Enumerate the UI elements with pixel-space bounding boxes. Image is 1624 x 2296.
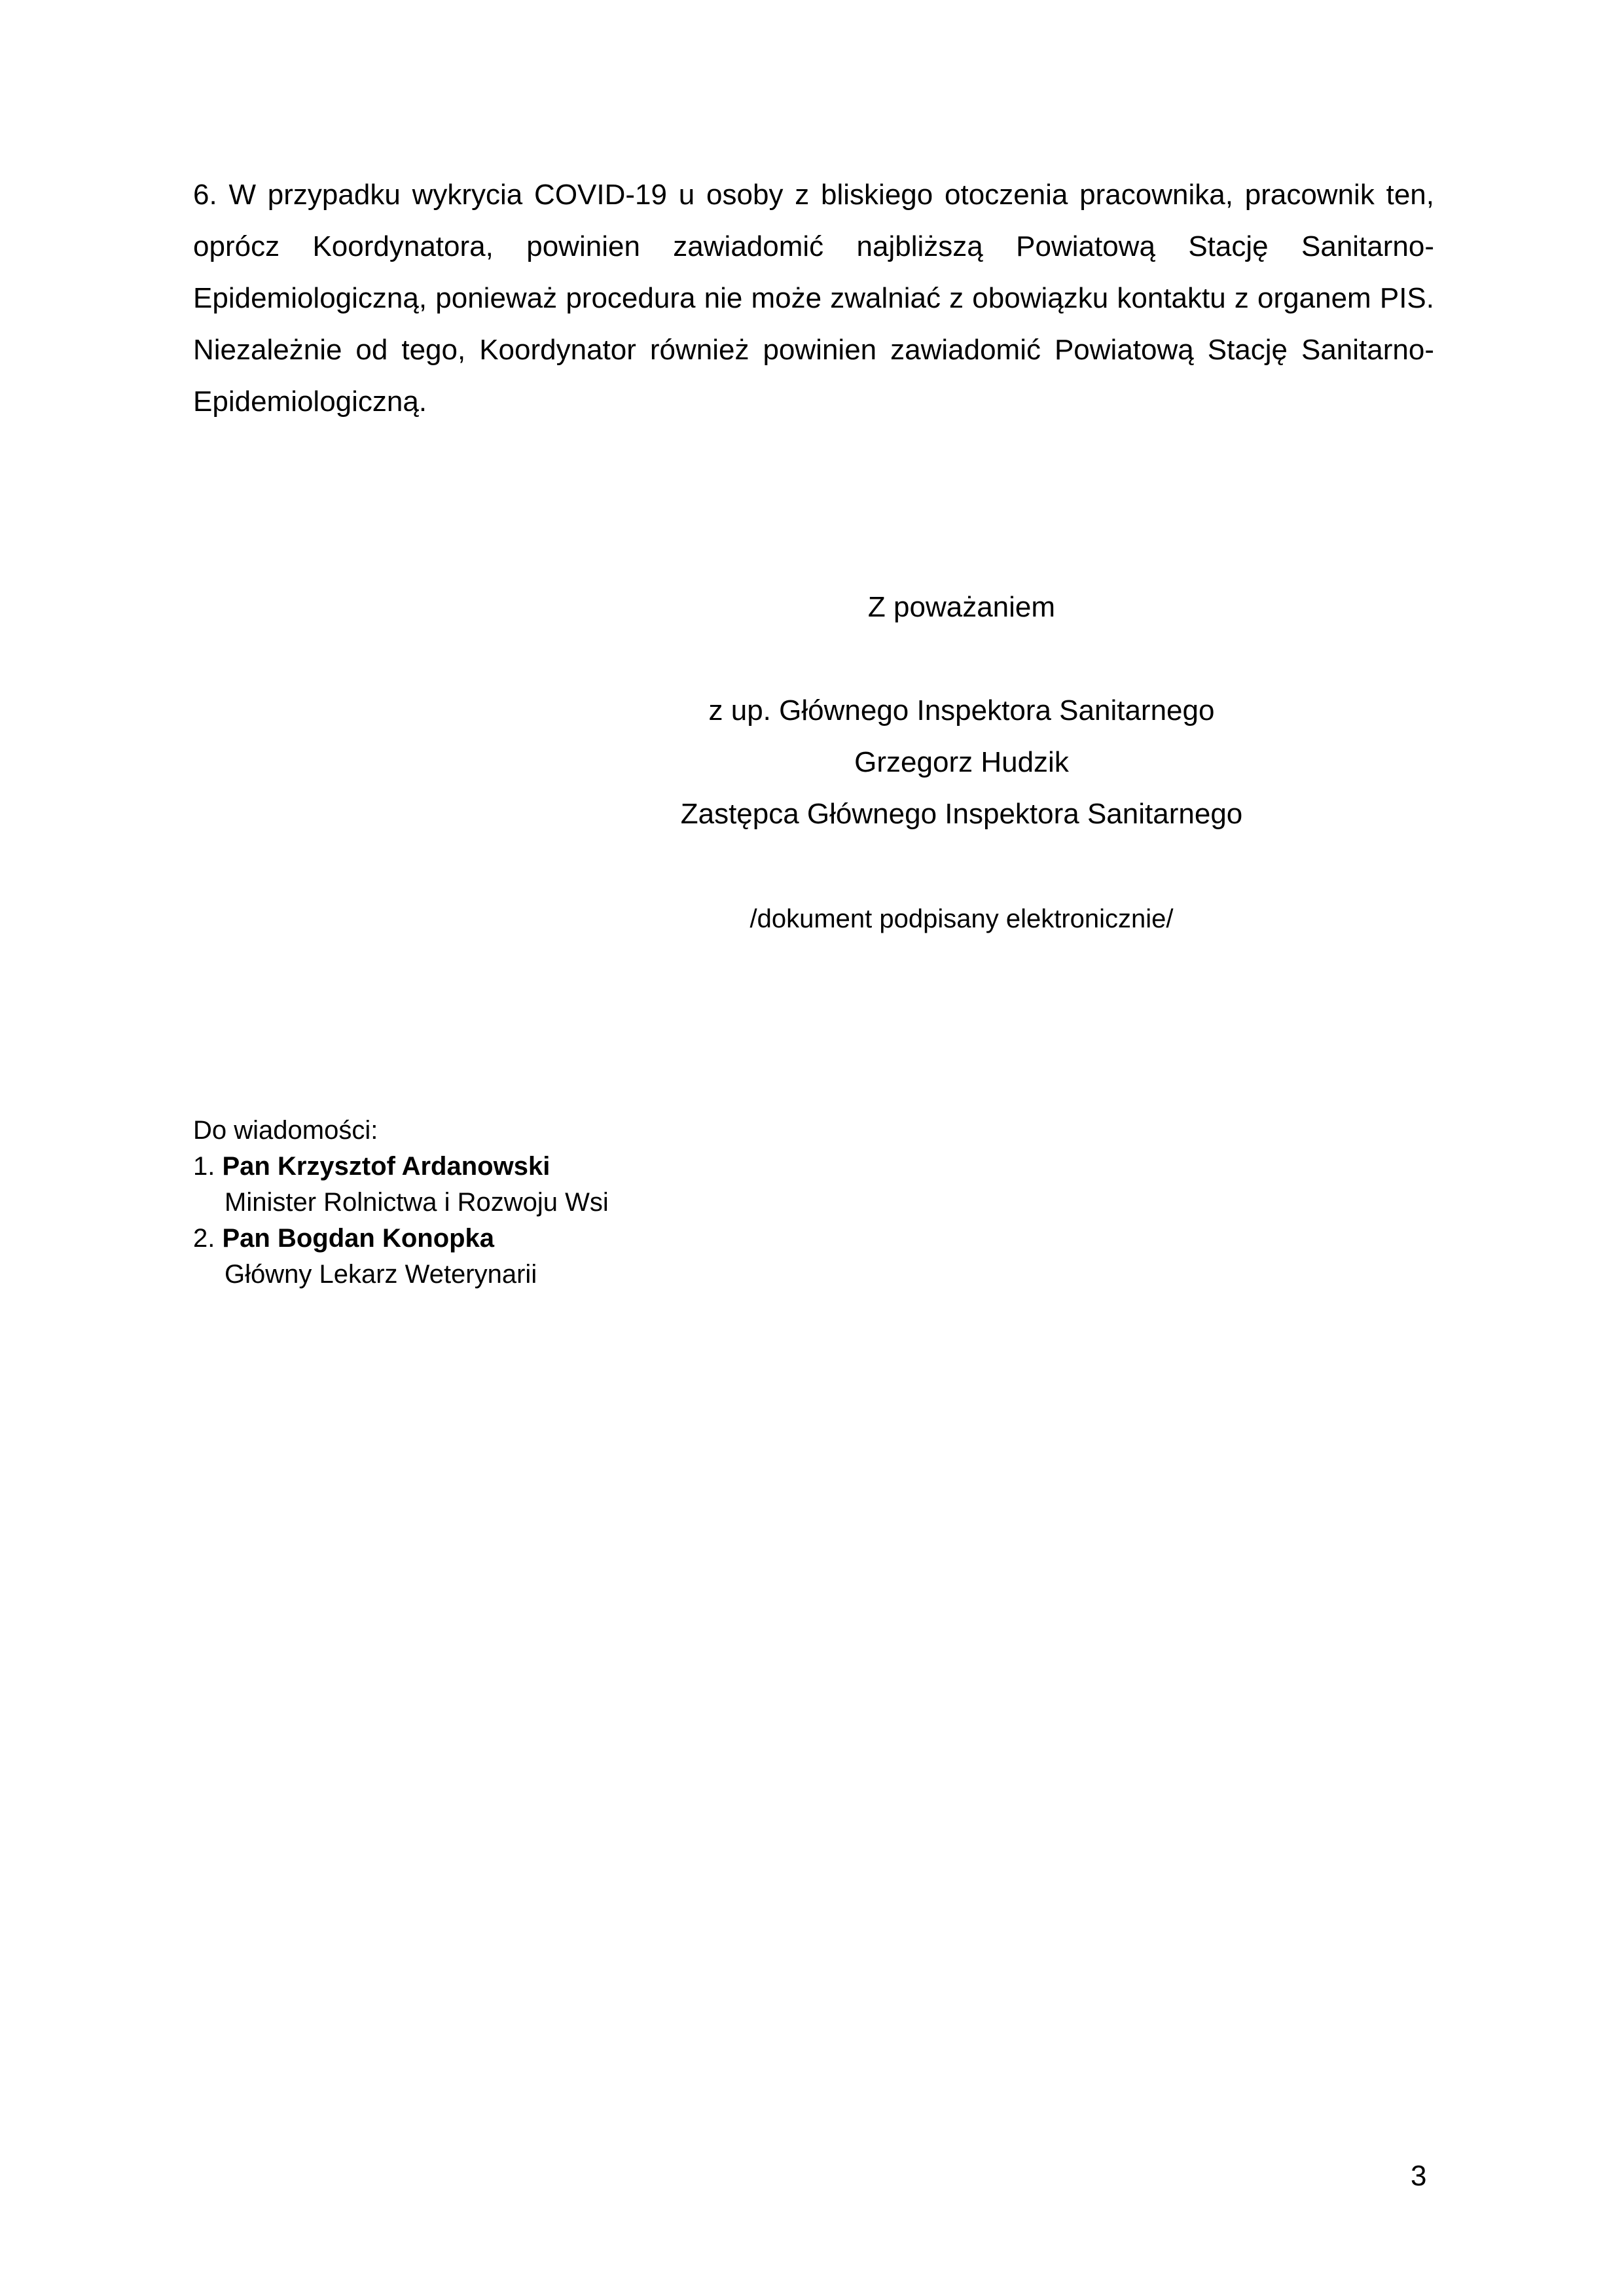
cc-list: [193, 1113, 609, 1293]
electronic-signature-note: /dokument podpisany elektronicznie/: [749, 905, 1174, 933]
cc-recipient-2: [193, 1221, 609, 1257]
paragraph-6: 6. W przypadku wykrycia COVID-19 u osoby z bliskiego otoczenia pracownika, pracownik ten, oprócz Koordynatora, powinien zawiadomić najbliższą Powiatową Stację Sanitarno-Epidemiologiczną, ponieważ procedura nie może zwalniać z obowiązku kontaktu z organem PIS. Niezależnie od tego, Koordynator również powinien zawiadomić Powiatową Stację Sanitarno-Epidemiologiczną.: [193, 179, 1434, 418]
signatory-name: Grzegorz Hudzik: [854, 746, 1069, 778]
cc-recipient-name: Pan Krzysztof Ardanowski: [222, 1152, 550, 1181]
page-number: 3: [1411, 2160, 1427, 2192]
cc-recipient-role: Minister Rolnictwa i Rozwoju Wsi: [225, 1188, 609, 1217]
closing-salutation: Z poważaniem: [867, 591, 1056, 623]
cc-recipient-role: Główny Lekarz Weterynarii: [225, 1260, 537, 1289]
cc-recipient-number: 2.: [193, 1224, 215, 1253]
cc-recipient-name: Pan Bogdan Konopka: [222, 1224, 495, 1253]
cc-recipient-number: 1.: [193, 1152, 215, 1181]
signatory-title: Zastępca Głównego Inspektora Sanitarnego: [680, 798, 1243, 830]
cc-heading: Do wiadomości:: [193, 1116, 378, 1145]
cc-recipient-1: [193, 1149, 609, 1185]
signature-on-behalf: z up. Głównego Inspektora Sanitarnego: [708, 694, 1215, 726]
